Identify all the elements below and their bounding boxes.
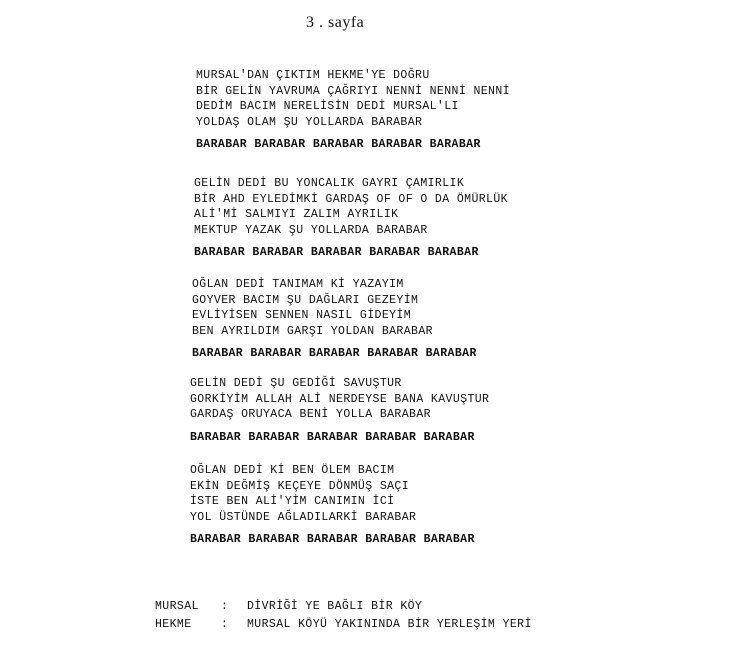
stanza xyxy=(196,68,510,153)
poem-line: OĞLAN DEDİ TANIMAM Kİ YAZAYIM xyxy=(192,278,404,291)
poem-line: ALİ'Mİ SALMIYI ZALIM AYRILIK xyxy=(194,208,399,221)
poem-line: GELİN DEDİ ŞU GEDİĞİ SAVUŞTUR xyxy=(190,377,402,390)
poem-line: MURSAL'DAN ÇIKTIM HEKME'YE DOĞRU xyxy=(196,69,430,82)
note-definition: DİVRİĞİ YE BAĞLI BİR KÖY xyxy=(247,600,423,613)
stanza xyxy=(194,176,508,261)
poem-line: YOLDAŞ OLAM ŞU YOLLARDA BARABAR xyxy=(196,115,423,129)
note-separator: : xyxy=(221,618,229,631)
note-term: MURSAL xyxy=(155,600,199,613)
stanza xyxy=(190,463,475,548)
poem-line: DEDİM BACIM NERELİSİN DEDİ MURSAL'LI xyxy=(196,100,459,113)
poem-line: OĞLAN DEDİ Kİ BEN ÖLEM BACIM xyxy=(190,464,395,477)
poem-line: BİR GELİN YAVRUMA ÇAĞRIYI NENNİ NENNİ NENNİ xyxy=(196,84,510,98)
page-number: 3 . sayfa xyxy=(306,14,365,31)
refrain: BARABAR BARABAR BARABAR BARABAR BARABAR xyxy=(194,246,479,259)
glossary-note xyxy=(155,598,532,616)
poem-line: İSTE BEN ALİ'YİM CANIMIN İCİ xyxy=(190,495,395,508)
poem-line: GOYVER BACIM ŞU DAĞLARI GEZEYİM xyxy=(192,293,419,307)
stanza xyxy=(192,277,477,362)
refrain: BARABAR BARABAR BARABAR BARABAR BARABAR xyxy=(190,430,475,444)
refrain: BARABAR BARABAR BARABAR BARABAR BARABAR xyxy=(196,138,481,151)
poem-line: GARDAŞ ORUYACA BENİ YOLLA BARABAR xyxy=(190,408,431,421)
poem-line: GORKİYİM ALLAH ALİ NERDEYSE BANA KAVUŞTUR xyxy=(190,392,490,406)
poem-line: MEKTUP YAZAK ŞU YOLLARDA BARABAR xyxy=(194,223,428,237)
poem-line: BEN AYRILDIM GARŞI YOLDAN BARABAR xyxy=(192,324,433,338)
stanza xyxy=(190,376,489,445)
refrain: BARABAR BARABAR BARABAR BARABAR BARABAR xyxy=(190,533,475,546)
poem-line: EVLİYİSEN SENNEN NASIL GİDEYİM xyxy=(192,309,412,322)
poem-line: GELİN DEDİ BU YONCALIK GAYRI ÇAMIRLIK xyxy=(194,177,465,190)
poem-line: BİR AHD EYLEDİMKİ GARDAŞ OF OF O DA ÖMÜRLÜK xyxy=(194,192,508,206)
poem-line: EKİN DEĞMİŞ KEÇEYE DÖNMÜŞ SAÇI xyxy=(190,479,410,493)
poem-line: YOL ÜSTÜNDE AĞLADILARKİ BARABAR xyxy=(190,510,417,524)
note-definition: MURSAL KÖYÜ YAKININDA BİR YERLEŞİM YERİ xyxy=(247,618,532,631)
note-separator: : xyxy=(221,600,229,613)
refrain: BARABAR BARABAR BARABAR BARABAR BARABAR xyxy=(192,347,477,360)
note-term: HEKME xyxy=(155,618,192,631)
glossary-notes xyxy=(155,598,532,634)
glossary-note xyxy=(155,616,532,634)
